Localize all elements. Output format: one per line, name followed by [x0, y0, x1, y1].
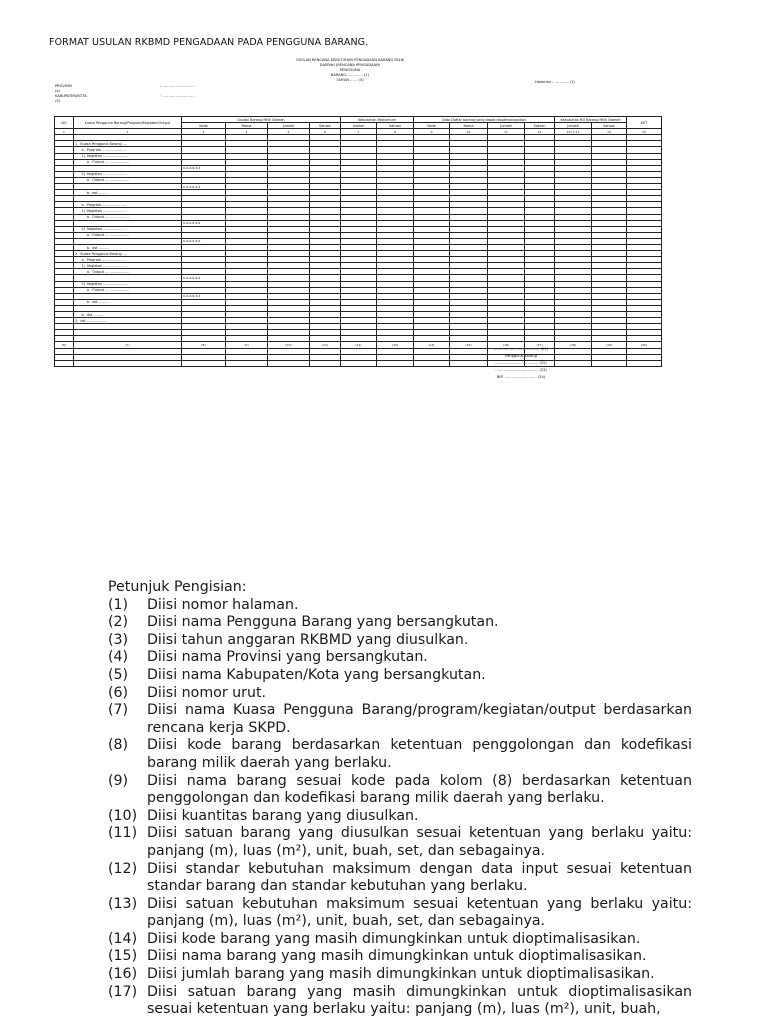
row-description: 3. dst ………………: [74, 318, 182, 324]
reference-cell: (20): [627, 342, 662, 348]
instruction-text: Diisi kuantitas barang yang diusulkan.: [147, 807, 419, 824]
col-header-optimalisasi: Data Daftar barang yang dapat dioptimalisasikan: [414, 117, 555, 123]
instruction-number: (13): [108, 895, 138, 912]
instruction-number: (1): [108, 596, 129, 613]
table-cell: [182, 360, 226, 366]
instructions-heading: Petunjuk Pengisian:: [108, 579, 247, 595]
form-header: [250, 58, 450, 83]
col-subheader: Satuan: [592, 123, 627, 129]
table-cell: [226, 360, 268, 366]
instruction-number: (15): [108, 948, 138, 965]
form-header-line: DAERAH (RENCANA PENGADAAN): [319, 63, 381, 67]
instruction-text: Diisi nama Provinsi yang bersangkutan.: [147, 649, 428, 666]
instruction-number: (17): [108, 983, 138, 1000]
col-number: 2: [74, 129, 182, 135]
reference-cell: (15): [450, 342, 488, 348]
col-subheader: Jumlah: [268, 123, 310, 129]
meta-value: [160, 99, 230, 104]
row-description: a. Output …………………: [74, 159, 182, 165]
instruction-number: (10): [108, 807, 138, 824]
form-header-line: USULAN RENCANA KEBUTUHAN PENGADAAN BARANG MILIK: [295, 58, 405, 62]
instruction-item: [108, 614, 692, 632]
instruction-text: Diisi satuan kebutuhan maksimum sesuai ketentuan yang berlaku yaitu: panjang (m), luas (m²), unit, buah, set, dan sebagainya.: [147, 895, 692, 930]
reference-cell: (9): [226, 342, 268, 348]
form-header-line: PENGGUNA: [339, 68, 361, 72]
table-cell: [592, 360, 627, 366]
instruction-item: [108, 773, 692, 808]
col-number: 6: [310, 129, 341, 135]
instruction-item: [108, 861, 692, 896]
row-description: a. Program …………………: [74, 257, 182, 263]
row-item-code: x.x.x.x.x.x: [182, 165, 226, 171]
instruction-text: Diisi jumlah barang yang masih dimungkinkan untuk dioptimalisasikan.: [147, 966, 655, 983]
instruction-text: Diisi standar kebutuhan maksimum dengan data input sesuai ketentuan standar barang dan standar kebutuhan yang berlaku.: [147, 860, 692, 895]
instruction-item: [108, 825, 692, 860]
col-number: 3: [182, 129, 226, 135]
instruction-text: Diisi nama Kuasa Pengguna Barang/program/kegiatan/output berdasarkan rencana kerja SKPD.: [147, 702, 692, 736]
reference-cell: (19): [592, 342, 627, 348]
col-header-no: NO: [55, 117, 74, 129]
reference-cell: (14): [414, 342, 450, 348]
reference-cell: (10): [268, 342, 310, 348]
instruction-number: (5): [108, 666, 129, 683]
instruction-number: (2): [108, 614, 129, 631]
col-subheader: Nama: [226, 123, 268, 129]
table-cell: [341, 360, 377, 366]
instruction-item: [108, 597, 692, 615]
instruction-item: [108, 896, 692, 931]
col-header-usulan: Usulan Barang Milik Daerah: [182, 117, 341, 123]
col-header-ket: KET: [627, 117, 662, 129]
row-description: 1) Kegiatan …………………: [74, 263, 182, 269]
col-header-riil: Kebutuhan Riil Barang Milik Daerah: [555, 117, 627, 123]
instruction-number: (6): [108, 684, 129, 701]
row-description: 2. Kuasa Pengguna Barang ….: [74, 251, 182, 257]
instruction-item: [108, 702, 692, 737]
col-number: 12: [525, 129, 555, 135]
col-number: 8: [377, 129, 414, 135]
reference-cell: (8): [182, 342, 226, 348]
row-description: a. Output …………………: [74, 232, 182, 238]
col-header-kuasa: Kuasa Pengguna Barang/Program/Kegiatan/Output: [74, 117, 182, 129]
document-title: FORMAT USULAN RKBMD PENGADAAN PADA PENGGUNA BARANG.: [49, 37, 369, 48]
row-description: a. Program …………………: [74, 147, 182, 153]
instruction-text: Diisi nomor halaman.: [147, 596, 299, 613]
row-description: 1) Kegiatan …………………: [74, 208, 182, 214]
meta-label: (5): [55, 99, 61, 103]
col-subheader: Kode: [414, 123, 450, 129]
table-row: [55, 360, 662, 366]
rkbmd-table: [54, 116, 662, 367]
col-number: 13=7-11: [555, 129, 592, 135]
instruction-number: (4): [108, 649, 129, 666]
instruction-number: (11): [108, 825, 138, 842]
col-number: 11: [488, 129, 525, 135]
col-number: 15: [627, 129, 662, 135]
instruction-number: (12): [108, 860, 138, 877]
instruction-text: Diisi kode barang yang masih dimungkinkan untuk dioptimalisasikan.: [147, 930, 641, 947]
col-subheader: Jumlah: [341, 123, 377, 129]
instruction-text: Diisi tahun anggaran RKBMD yang diusulkan.: [147, 631, 469, 648]
instruction-item: [108, 667, 692, 685]
row-description: b. dst ………: [74, 299, 182, 305]
col-subheader: Kode: [182, 123, 226, 129]
table-cell: [55, 360, 74, 366]
col-number: 7: [341, 129, 377, 135]
signature-place-date: ………………, ……………… (21): [494, 347, 548, 351]
col-subheader: Jumlah: [488, 123, 525, 129]
reference-cell: (13): [377, 342, 414, 348]
reference-cell: (17): [525, 342, 555, 348]
filling-instructions: [108, 579, 692, 1019]
row-description: 2) Kegiatan …………………: [74, 281, 182, 287]
reference-cell: (11): [310, 342, 341, 348]
instruction-text: Diisi nomor urut.: [147, 684, 267, 701]
col-subheader: Jumlah: [555, 123, 592, 129]
row-description: 1) Kegiatan …………………: [74, 153, 182, 159]
meta-value: : ………………………: [160, 94, 195, 98]
row-description: 2) Kegiatan …………………: [74, 171, 182, 177]
instruction-item: [108, 808, 692, 826]
col-subheader: Satuan: [377, 123, 414, 129]
reference-cell: (6): [55, 342, 74, 348]
col-subheader: Satuan: [310, 123, 341, 129]
form-header-line: BARANG……………(1): [330, 73, 370, 77]
reference-cell: (12): [341, 342, 377, 348]
table-cell: [310, 360, 341, 366]
row-item-code: x.x.x.x.x.x: [182, 220, 226, 226]
row-description: a. Output …………………: [74, 214, 182, 220]
table-cell: [74, 360, 182, 366]
row-description: b. dst ………: [74, 244, 182, 250]
page-number-label: Halaman : ………… (1): [535, 80, 576, 84]
row-description: b. dst ………: [74, 190, 182, 196]
col-subheader: Nama: [450, 123, 488, 129]
instruction-item: [108, 948, 692, 966]
form-header-line: TAHUN …… (3): [336, 78, 364, 82]
col-number: 1: [55, 129, 74, 135]
signature-name: ……………………………… (23): [495, 368, 547, 372]
row-item-code: x.x.x.x.x.x: [182, 275, 226, 281]
row-description: 2) Kegiatan …………………: [74, 226, 182, 232]
instruction-item: [108, 632, 692, 650]
signature-role: Pengguna Barang: [505, 354, 537, 358]
instruction-number: (7): [108, 702, 129, 719]
instruction-text: Diisi satuan barang yang masih dimungkinkan untuk dioptimalisasikan sesuai ketentuan yang berlaku yaitu: panjang (m), luas (m²), unit, buah,: [147, 983, 692, 1018]
instruction-text: Diisi satuan barang yang diusulkan sesuai ketentuan yang berlaku yaitu: panjang (m), luas (m²), unit, buah, set, dan sebagainya.: [147, 825, 692, 859]
reference-cell: (16): [488, 342, 525, 348]
reference-cell: (18): [555, 342, 592, 348]
instruction-item: [108, 966, 692, 984]
row-description: a. Output …………………: [74, 269, 182, 275]
instruction-number: (3): [108, 631, 129, 648]
meta-label: (4): [55, 89, 61, 93]
col-number: 4: [226, 129, 268, 135]
instruction-text: Diisi nama barang yang masih dimungkinkan untuk dioptimalisasikan.: [147, 948, 647, 965]
row-description: a. Output …………………: [74, 177, 182, 183]
table-cell: [377, 360, 414, 366]
instruction-item: [108, 737, 692, 772]
col-number: 14: [592, 129, 627, 135]
instruction-text: Diisi nama barang sesuai kode pada kolom (8) berdasarkan ketentuan penggolongan dan kodefikasi barang milik daerah yang berlaku.: [147, 772, 692, 807]
region-meta: [55, 84, 230, 104]
instruction-text: Diisi nama Pengguna Barang yang bersangkutan.: [147, 614, 499, 631]
instruction-item: [108, 685, 692, 703]
col-number: 9: [414, 129, 450, 135]
signature-block: [480, 346, 562, 381]
signature-nip: NIP. ……………………… (24): [496, 375, 546, 379]
table-cell: [627, 360, 662, 366]
instruction-item: [108, 649, 692, 667]
row-description: 1. Kuasa Pengguna Barang ….: [74, 141, 182, 147]
instruction-number: (16): [108, 966, 138, 983]
col-subheader: Satuan: [525, 123, 555, 129]
instruction-number: (14): [108, 930, 138, 947]
table-cell: [268, 360, 310, 366]
meta-label: PROVINSI: [55, 84, 72, 88]
instruction-text: Diisi nama Kabupaten/Kota yang bersangkutan.: [147, 666, 486, 683]
signature-space: ……………………………… (22): [495, 361, 547, 365]
row-description: a. Output …………………: [74, 287, 182, 293]
row-description: b. dst ………: [74, 312, 182, 318]
row-item-code: x.x.x.x.x.x: [182, 293, 226, 299]
instruction-item: [108, 931, 692, 949]
meta-value: : ………………………: [160, 84, 195, 88]
instruction-number: (8): [108, 737, 129, 754]
instruction-number: (9): [108, 772, 129, 789]
col-number: 5: [268, 129, 310, 135]
meta-label: KABUPATEN/KOTA: [55, 94, 87, 98]
row-description: b. Program …………………: [74, 202, 182, 208]
instruction-item: [108, 984, 692, 1019]
table-cell: [414, 360, 450, 366]
col-header-kebutuhan-max: Kebutuhan Maksimum: [341, 117, 414, 123]
col-number: 10: [450, 129, 488, 135]
row-item-code: x.x.x.x.x.x: [182, 238, 226, 244]
instruction-text: Diisi kode barang berdasarkan ketentuan penggolongan dan kodefikasi barang milik daerah yang berlaku.: [147, 737, 692, 771]
row-item-code: x.x.x.x.x.x: [182, 184, 226, 190]
reference-cell: (7): [74, 342, 182, 348]
